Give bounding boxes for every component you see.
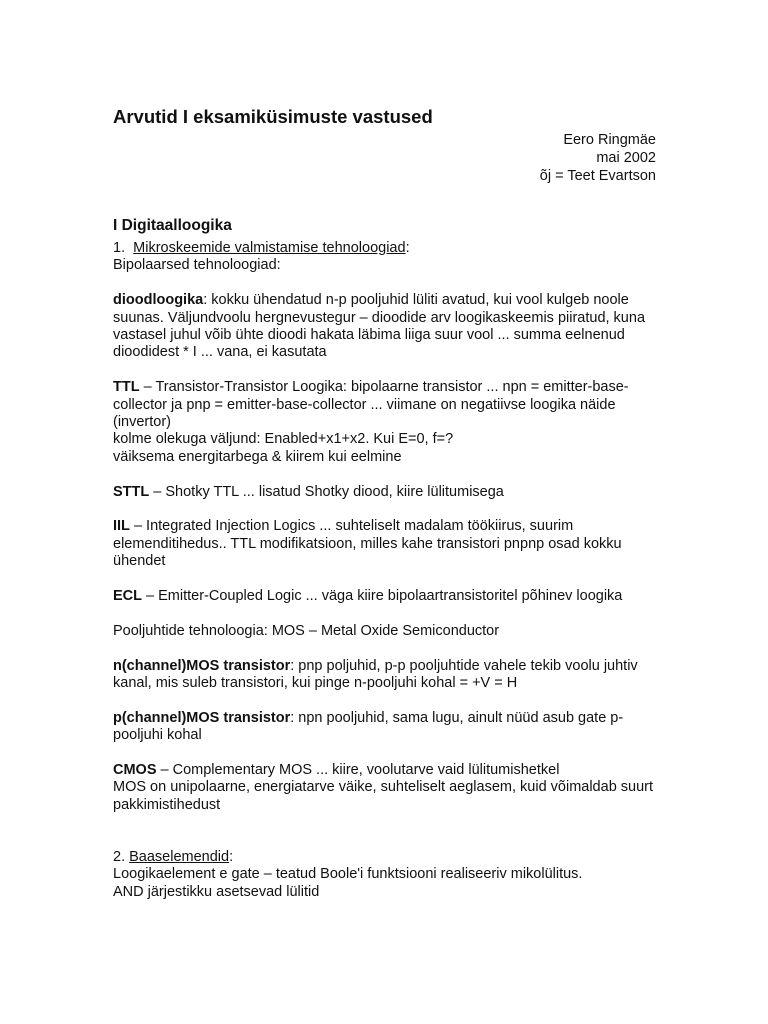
question-number: 1. (113, 240, 134, 256)
term-diode-logic: dioodloogika (113, 292, 204, 309)
bipolar-intro: Bipolaarsed tehnoloogiad: (113, 257, 281, 274)
nmos-text: : pnp poljuhid, p-p pooljuhtide vahele tekib voolu juhtiv kanal, mis suleb transistori, kui pinge n-pooljuhi kohal = +V = H (113, 657, 638, 692)
term-cmos: CMOS (113, 762, 157, 779)
ttl-text: – Transistor-Transistor Loogika: bipolaarne transistor ... npn = emitter-base-collector ja pnp = emitter-base-collector ... viimane on negatiivse loogika näide (invertor) (113, 379, 629, 431)
sttl-text: – Shotky TTL ... lisatud Shotky diood, kiire lülitumisega (149, 483, 504, 500)
and-gate-note: AND järjestikku asetsevad lülitid (113, 883, 320, 900)
supervisor: õj = Teet Evartson (539, 168, 656, 184)
paragraph-ttl (113, 379, 658, 466)
question-2 (113, 849, 658, 901)
ttl-line-2: kolme olekuga väljund: Enabled+x1+x2. Kui E=0, f=? (113, 431, 454, 448)
term-ttl: TTL (113, 379, 140, 396)
term-sttl: STTL (113, 483, 150, 500)
term-iil: IIL (113, 518, 130, 535)
question-number: 2. (113, 849, 130, 866)
colon: : (405, 240, 410, 256)
paragraph-pmos (113, 710, 658, 745)
paragraph-sttl (113, 484, 658, 501)
section-heading: I Digitaalloogika (113, 217, 232, 234)
paragraph-ecl (113, 588, 658, 605)
gate-definition: Loogikaelement e gate – teatud Boole'i funktsiooni realiseeriv mikolülitus. (113, 866, 583, 883)
spacer (113, 832, 658, 849)
document-body (113, 216, 658, 919)
document-date: mai 2002 (596, 150, 656, 166)
colon: : (229, 849, 234, 866)
question-1 (113, 240, 658, 275)
diode-logic-text: : kokku ühendatud n-p pooljuhid lüliti avatud, kui vool kulgeb noole suunas. Väljundvoolu hergnevustegur – dioodide arv loogikaskeemis piiratud, kuna vastasel juhul võib ühte dioodi hakata läbima liiga suur vool ... summa eelnenud dioodidest * I ... vana, ei kasutata (113, 292, 646, 361)
ecl-text: – Emitter-Coupled Logic ... väga kiire bipolaartransistoritel põhinev loogika (142, 588, 623, 605)
question-title: Mikroskeemide valmistamise tehnoloogiad (133, 240, 406, 256)
term-ecl: ECL (113, 588, 142, 605)
ttl-line-3: väiksema energitarbega & kiirem kui eelmine (113, 448, 402, 465)
paragraph-cmos (113, 762, 658, 814)
paragraph-nmos (113, 658, 658, 693)
pmos-text: : npn pooljuhid, sama lugu, ainult nüüd asub gate p-pooljuhi kohal (113, 709, 624, 744)
paragraph-mos-intro: Pooljuhtide tehnoloogia: MOS – Metal Oxide Semiconductor (113, 622, 500, 639)
document-title: Arvutid I eksamiküsimuste vastused (113, 106, 433, 127)
question-title: Baaselemendid (129, 849, 230, 866)
author-block (540, 131, 656, 185)
term-nmos: n(channel)MOS transistor (113, 657, 291, 674)
paragraph-iil (113, 518, 658, 570)
cmos-text: – Complementary MOS ... kiire, voolutarve vaid lülitumishetkel (156, 762, 560, 779)
author-name: Eero Ringmäe (563, 132, 656, 148)
cmos-line-2: MOS on unipolaarne, energiatarve väike, suhteliselt aeglasem, kuid võimaldab suurt pakkimistihedust (113, 779, 654, 813)
paragraph-diode-logic (113, 292, 658, 362)
iil-text: – Integrated Injection Logics ... suhteliselt madalam töökiirus, suurim elemenditihedus.. TTL modifikatsioon, milles kahe transistori pnpnp osad kokku ühendet (113, 518, 622, 570)
term-pmos: p(channel)MOS transistor (113, 709, 291, 726)
